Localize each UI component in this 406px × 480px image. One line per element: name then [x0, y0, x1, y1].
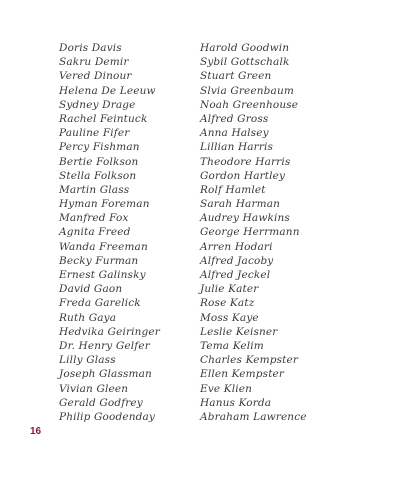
- name-list-item: Rose Katz: [200, 297, 255, 310]
- name-list-item: Ernest Galinsky: [59, 269, 146, 281]
- name-list-item: Doris Davis: [59, 42, 122, 54]
- name-list-item: Lillian Harris: [200, 141, 274, 154]
- name-list-item: Noah Greenhouse: [200, 98, 299, 111]
- name-list-item: Hanus Korda: [200, 396, 272, 409]
- name-list-item: David Gaon: [59, 283, 123, 296]
- name-list-item: Audrey Hawkins: [200, 212, 290, 225]
- name-list-item: Hyman Foreman: [59, 198, 150, 211]
- name-list-item: Stuart Green: [200, 70, 272, 83]
- name-list-item: Moss Kaye: [200, 311, 259, 324]
- name-list-item: Theodore Harris: [200, 155, 291, 168]
- name-list-item: Eve Klien: [200, 382, 253, 395]
- name-list-item: Alfred Jeckel: [200, 269, 271, 281]
- name-list-item: Rolf Hamlet: [200, 183, 266, 196]
- name-list-item: Bertie Folkson: [59, 155, 139, 168]
- name-list-item: Pauline Fifer: [59, 127, 130, 140]
- name-list-item: Sakru Demir: [59, 56, 129, 69]
- name-list-item: Ellen Kempster: [200, 368, 285, 381]
- name-list-item: George Herrmann: [200, 226, 300, 239]
- names-right-column: [200, 41, 307, 424]
- name-list-item: Sybil Gottschalk: [200, 56, 290, 69]
- name-list-item: Gordon Hartley: [200, 169, 286, 182]
- name-list-item: Sydney Drage: [59, 98, 136, 111]
- name-list-item: Ruth Gaya: [59, 311, 117, 324]
- name-list-item: Agnita Freed: [59, 226, 131, 239]
- name-list-item: Charles Kempster: [200, 354, 299, 367]
- name-list-item: Lilly Glass: [59, 354, 116, 367]
- name-list-item: Abraham Lawrence: [200, 410, 307, 423]
- name-list-item: Manfred Fox: [59, 212, 129, 225]
- name-list-item: Percy Fishman: [59, 141, 140, 154]
- name-list-item: Hedvika Geiringer: [59, 325, 160, 338]
- name-list-item: Philip Goodenday: [59, 410, 156, 423]
- name-list-item: Becky Furman: [59, 254, 139, 267]
- name-list-item: Julie Kater: [200, 283, 259, 296]
- name-list-item: Freda Garelick: [59, 297, 141, 310]
- name-list-item: Gerald Godfrey: [59, 396, 143, 409]
- name-list-item: Alfred Jacoby: [200, 254, 274, 267]
- name-list-item: Leslie Keisner: [200, 325, 278, 338]
- name-list-item: Slvia Greenbaum: [200, 84, 294, 97]
- name-list-item: Dr. Henry Gelfer: [59, 339, 150, 352]
- name-list-item: Rachel Feintuck: [59, 112, 148, 125]
- name-list-item: Stella Folkson: [59, 169, 137, 182]
- name-list-item: Wanda Freeman: [59, 240, 148, 253]
- name-list-item: Alfred Gross: [200, 112, 269, 125]
- name-list-item: Tema Kelim: [200, 339, 264, 352]
- names-left-column: [59, 41, 160, 424]
- page-number: 16: [30, 426, 42, 437]
- name-list-item: Sarah Harman: [200, 198, 281, 211]
- name-list-item: Vivian Gleen: [59, 382, 129, 395]
- name-list-item: Helena De Leeuw: [59, 84, 156, 97]
- name-list-item: Anna Halsey: [200, 127, 269, 140]
- name-list-item: Joseph Glassman: [59, 368, 152, 381]
- name-list-item: Harold Goodwin: [200, 42, 290, 54]
- name-list-item: Martin Glass: [59, 183, 130, 196]
- name-list-item: Arren Hodari: [200, 240, 273, 253]
- name-list-item: Vered Dinour: [59, 70, 132, 83]
